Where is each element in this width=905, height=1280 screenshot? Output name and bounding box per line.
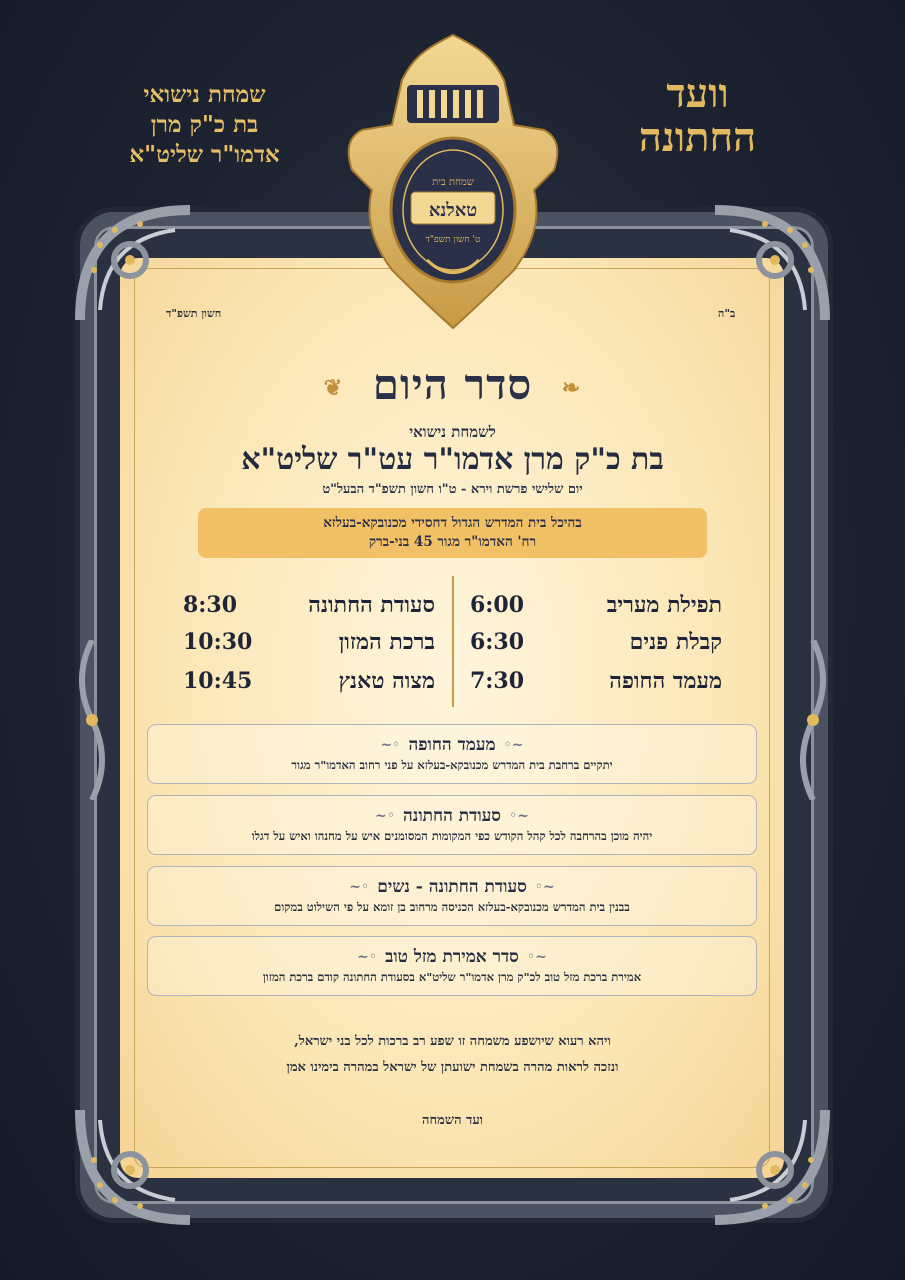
swirl-ornament: ◦~: [349, 879, 370, 895]
closing-line: ויהא רעוא שיושפע משמחה זו שפע רב ברכות לכל בני ישראל,: [294, 1034, 611, 1049]
side-ornament-left: [72, 640, 112, 800]
schedule-time: 6:30: [470, 629, 525, 655]
wedding-committee-heading: [595, 72, 800, 160]
schedule-row: [183, 590, 435, 620]
schedule-row: [470, 666, 722, 696]
ornament-left: ❦: [323, 375, 344, 401]
bh-mark: ב"ה: [718, 307, 736, 320]
swirl-ornament: ~◦: [526, 949, 547, 965]
swirl-ornament: ◦~: [357, 949, 378, 965]
heading-line: החתונה: [638, 114, 757, 161]
heading-line: אדמו"ר שליט"א: [129, 141, 280, 168]
detail-text: יהיה מוכן בהרחבה לכל קהל הקודש כפי המקומות המסומנים איש על מחנהו ואיש על דגלו: [251, 829, 653, 843]
page-title: ❦ סדר היום ❧: [323, 360, 582, 409]
schedule-time: 10:30: [183, 629, 253, 655]
detail-box-seudah: [147, 795, 757, 855]
subtitle-line-1: לשמחת נישואי: [409, 423, 496, 441]
schedule-label: מצוה טאנץ: [338, 668, 435, 694]
heading-line: וועד: [666, 70, 729, 117]
detail-box-women: [147, 866, 757, 926]
schedule-row: [183, 627, 435, 657]
crest-label-main: טאלנא: [428, 200, 478, 221]
crest-emblem: [332, 30, 574, 332]
swirl-ornament: ~◦: [508, 808, 529, 824]
schedule-label: קבלת פנים: [629, 629, 722, 655]
schedule-time: 10:45: [183, 668, 253, 694]
schedule-label: תפילת מעריב: [606, 592, 722, 618]
heading-line: שמחת נישואי: [143, 81, 266, 108]
crest-label-bottom: ט' חשון תשפ"ד: [425, 235, 481, 245]
heading-line: בת כ"ק מרן: [150, 111, 259, 138]
swirl-ornament: ~◦: [503, 737, 524, 753]
detail-box-mazel-tov: [147, 936, 757, 996]
location-box: [198, 508, 707, 558]
closing-blessing: [0, 1029, 905, 1081]
schedule-time: 7:30: [470, 668, 525, 694]
detail-title: ~◦ סדר אמירת מזל טוב ◦~: [357, 947, 547, 967]
schedule-row: [183, 666, 435, 696]
subtitle-line-2: בת כ"ק מרן אדמו"ר עט"ר שליט"א: [241, 442, 664, 477]
detail-text: בבנין בית המדרש מכנובקא-בעלזא הכניסה מרחוב בן זומא על פי השילוט במקום: [274, 900, 630, 914]
schedule-divider: [452, 576, 454, 707]
schedule-label: ברכת המזון: [338, 629, 435, 655]
celebration-heading: [92, 80, 317, 170]
location-line-2: רח' האדמו"ר מגור 45 בני-ברק: [368, 534, 537, 550]
detail-box-chuppah: [147, 724, 757, 784]
schedule-row: [470, 627, 722, 657]
detail-text: אמירת ברכת מזל טוב לכ"ק מרן אדמו"ר שליט"א בסעודת החתונה קודם ברכת המזון: [262, 970, 642, 984]
side-ornament-right: [793, 640, 833, 800]
schedule-time: 6:00: [470, 592, 525, 618]
ornament-right: ❧: [561, 375, 582, 401]
location-line-1: בהיכל בית המדרש הגדול דחסידי מכנובקא-בעלזא: [323, 515, 582, 531]
schedule-label: מעמד החופה: [609, 668, 722, 694]
closing-line: ונזכה לראות מהרה בשמחת ישועתן של ישראל במהרה בימינו אמן: [286, 1060, 619, 1075]
crest-label-top: שמחת בית: [432, 177, 474, 188]
detail-title: ~◦ מעמד החופה ◦~: [380, 735, 524, 755]
detail-title: ~◦ סעודת החתונה ◦~: [375, 806, 529, 826]
swirl-ornament: ~◦: [534, 879, 555, 895]
swirl-ornament: ◦~: [380, 737, 401, 753]
swirl-ornament: ◦~: [375, 808, 396, 824]
detail-text: יתקיים ברחבת בית המדרש מכנובקא-בעלזא על פני רחוב האדמו"ר מגור: [291, 758, 613, 772]
subtitle-line-3: יום שלישי פרשת וירא - ט"ו חשון תשפ"ד הבעל"ט: [322, 482, 583, 497]
schedule-row: [470, 590, 722, 620]
signature: ועד השמחה: [421, 1113, 484, 1128]
schedule-time: 8:30: [183, 592, 238, 618]
detail-title: ~◦ סעודת החתונה - נשים ◦~: [349, 877, 555, 897]
date-mark: חשון תשפ"ד: [166, 307, 222, 320]
schedule-label: סעודת החתונה: [308, 592, 435, 618]
